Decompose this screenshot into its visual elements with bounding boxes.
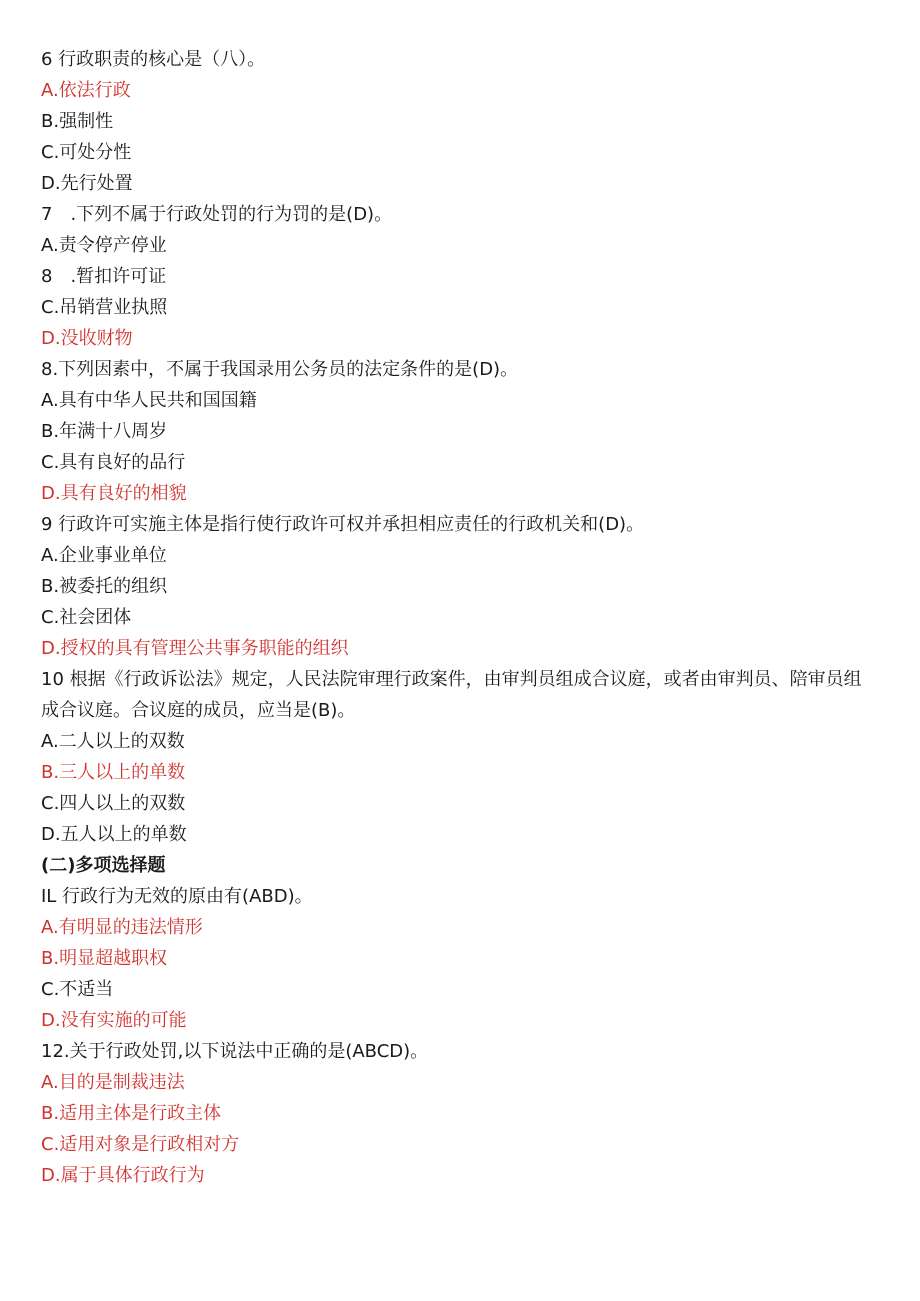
option-a-answer: A.目的是制裁违法 [41, 1072, 185, 1093]
question-12: 12.关于行政处罚,以下说法中正确的是(ABCD)。 [41, 1041, 429, 1062]
option-c: C.具有良好的品行 [41, 452, 186, 473]
option-a-answer: A.有明显的违法情形 [41, 917, 203, 938]
option-c-answer: C.适用对象是行政相对方 [41, 1134, 240, 1155]
option-b: B.强制性 [41, 111, 114, 132]
question-8: 8.下列因素中，不属于我国录用公务员的法定条件的是(D)。 [41, 359, 519, 380]
option-b: B.被委托的组织 [41, 576, 168, 597]
option-d-answer: D.没收财物 [41, 328, 133, 349]
option-d-answer: D.具有良好的相貌 [41, 483, 187, 504]
question-6: 6 行政职责的核心是（八）。 [41, 49, 266, 70]
question-7: 7 .下列不属于行政处罚的行为罚的是(D)。 [41, 204, 393, 225]
question-10: 10 根据《行政诉讼法》规定，人民法院审理行政案件，由审判员组成合议庭，或者由审判员、陪审员组成合议庭。合议庭的成员，应当是(B)。 [41, 669, 862, 721]
option-c: C.可处分性 [41, 142, 132, 163]
option-c: C.社会团体 [41, 607, 132, 628]
option-b-answer: B.明显超越职权 [41, 948, 168, 969]
option-a-answer: A.依法行政 [41, 80, 131, 101]
question-11: IL 行政行为无效的原由有(ABD)。 [41, 886, 313, 907]
option-a: A.二人以上的双数 [41, 731, 185, 752]
option-c: C.四人以上的双数 [41, 793, 186, 814]
option-a: A.企业事业单位 [41, 545, 167, 566]
document-body [41, 44, 871, 1191]
option-c: C.吊销营业执照 [41, 297, 168, 318]
option-b: B.年满十八周岁 [41, 421, 168, 442]
option-b: 8 .暂扣许可证 [41, 266, 167, 287]
option-d: D.五人以上的单数 [41, 824, 187, 845]
option-c: C.不适当 [41, 979, 114, 1000]
section-heading-multiple-choice: (二)多项选择题 [41, 855, 166, 876]
option-d: D.先行处置 [41, 173, 133, 194]
option-b-answer: B.三人以上的单数 [41, 762, 186, 783]
option-d-answer: D.属于具体行政行为 [41, 1165, 205, 1186]
option-d-answer: D.授权的具有管理公共事务职能的组织 [41, 638, 349, 659]
option-b-answer: B.适用主体是行政主体 [41, 1103, 222, 1124]
option-d-answer: D.没有实施的可能 [41, 1010, 187, 1031]
question-9: 9 行政许可实施主体是指行使行政许可权并承担相应责任的行政机关和(D)。 [41, 514, 645, 535]
option-a: A.具有中华人民共和国国籍 [41, 390, 257, 411]
option-a: A.责令停产停业 [41, 235, 167, 256]
